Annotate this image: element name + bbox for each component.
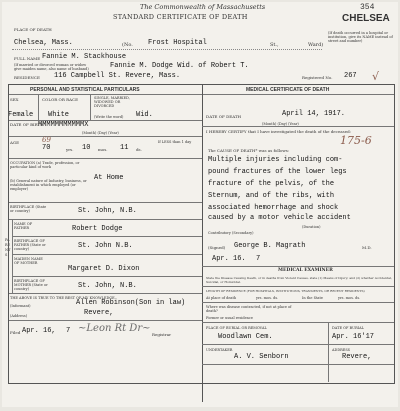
- age-years: 70: [42, 144, 51, 152]
- hospital-note: (If death occurred in a hospital or institution, give its NAME instead of street and number): [328, 31, 393, 43]
- full-name-value: Fannie M. Stackhouse: [42, 53, 127, 61]
- mother-birthplace-value: St. John, N.B.: [78, 282, 137, 290]
- birthplace-value: St. John, N.B.: [78, 207, 137, 215]
- signed-value: George B. Magrath: [234, 242, 306, 250]
- ward-label: Ward): [308, 42, 324, 48]
- burial-label: PLACE OF BURIAL OR REMOVAL: [206, 326, 267, 330]
- informant-address-label: (Address): [10, 314, 28, 318]
- date-of-death-value: April 14, 1917.: [282, 110, 346, 118]
- age-label: AGE: [10, 140, 20, 145]
- medical-section-title: MEDICAL CERTIFICATE OF DEATH: [246, 87, 330, 93]
- mother-label: MAIDEN NAME OF MOTHER: [14, 257, 43, 265]
- maiden-note-1: (If married or divorced woman or widow: [14, 63, 87, 67]
- father-birthplace-label: BIRTHPLACE OF FATHER (State or country): [14, 239, 46, 251]
- in-state-label: In the State: [302, 296, 323, 300]
- less-than-day-label: If LESS than 1 day: [158, 140, 192, 144]
- cause-line-1: Multiple injuries including com-: [208, 156, 343, 164]
- days-label: ds.: [136, 147, 142, 152]
- mother-birthplace-label: BIRTHPLACE OF MOTHER (State or country): [14, 279, 48, 291]
- occupation-label: OCCUPATION (a) Trade, profession, or particular kind of work: [10, 161, 80, 169]
- age-check-pencil: 69: [42, 136, 51, 144]
- mother-value: Margaret D. Dixon: [68, 265, 140, 273]
- birth-label: DATE OF BIRTH: [10, 122, 44, 127]
- duration-label: (Duration): [302, 225, 321, 229]
- cause-line-5: associated hemorrhage and shock: [208, 204, 339, 212]
- occupation-value: At Home: [94, 174, 124, 182]
- date-of-death-units: (Month) (Day) (Year): [262, 122, 299, 126]
- burial-date-value: Apr. 16'17: [332, 333, 375, 341]
- certificate-title: STANDARD CERTIFICATE OF DEATH: [113, 13, 248, 21]
- full-name-label: FULL NAME: [14, 56, 41, 61]
- examiner-note: State the Disease Causing Death, or in deaths from Violent Causes, state (1) Means of Injury; and (2) whether Accidental, Suicidal, or Homicidal.: [206, 276, 392, 284]
- registrar-label: Registrar: [152, 332, 172, 337]
- father-label: NAME OF FATHER: [14, 222, 33, 230]
- marital-value: Wid.: [136, 111, 153, 119]
- city-header: CHELSEA: [342, 13, 390, 24]
- cause-line-6: caused by a motor vehicle accident: [208, 214, 351, 222]
- registrar-signature: ~Leon Rt Dr~: [78, 323, 151, 334]
- registered-label: Registered No.: [302, 75, 333, 80]
- form-frame: [8, 84, 395, 384]
- signed-label: (Signed): [208, 245, 226, 250]
- marital-label: SINGLE, MARRIED, WIDOWED OR DIVORCED: [94, 96, 130, 108]
- undertaker-address-label: ADDRESS: [332, 348, 351, 352]
- commonwealth-title: The Commonwealth of Massachusetts: [140, 3, 266, 11]
- certify-statement: I HEREBY CERTIFY that I have investigated the death of the deceased:: [206, 129, 351, 134]
- birthplace-label: BIRTHPLACE (State or country): [10, 205, 47, 213]
- place-underline: [12, 49, 322, 50]
- color-label: COLOR OR RACE: [42, 97, 79, 102]
- street-label: St.,: [270, 42, 279, 48]
- former-residence-label: Former or usual residence: [206, 316, 253, 320]
- residence-length-note: LENGTH OF RESIDENCE (FOR HOSPITALS, INSTITUTIONS, TRANSIENTS, OR RECENT RESIDENTS): [206, 289, 365, 293]
- sex-label: SEX: [10, 97, 19, 102]
- birth-value: MMMMMMMMMMMX: [38, 121, 89, 129]
- hospital-name: Frost Hospital: [148, 39, 207, 47]
- marital-sub: (Write the word): [94, 115, 124, 119]
- cause-label: The CAUSE OF DEATH* was as follows:: [208, 148, 290, 153]
- informant-label: (Informant): [10, 304, 31, 308]
- sex-value: Female: [8, 111, 34, 119]
- cause-line-3: fracture of the pelvis, of the: [208, 180, 335, 188]
- date-of-death-label: DATE OF DEATH: [206, 114, 242, 119]
- parents-side-label: PARENTS: [5, 238, 11, 257]
- certificate-number: 354: [360, 3, 375, 12]
- age-days: 11: [120, 144, 129, 152]
- examiner-title: MEDICAL EXAMINER: [278, 268, 333, 273]
- cause-line-2: pound fractures of the lower legs: [208, 168, 347, 176]
- months-label: mos.: [98, 147, 108, 152]
- at-place-units: yrs. mos. ds.: [256, 296, 279, 300]
- contributory-label: Contributory (Secondary): [208, 231, 254, 235]
- death-certificate: [2, 2, 398, 407]
- undertaker-value: A. V. Senborn: [234, 353, 289, 361]
- md-label: M.D.: [362, 245, 372, 250]
- place-no-label: (No.: [122, 42, 133, 48]
- color-value: White: [48, 111, 70, 119]
- personal-section-title: PERSONAL AND STATISTICAL PARTICULARS: [30, 87, 140, 93]
- place-of-death-label: PLACE OF DEATH: [14, 27, 52, 32]
- in-state-units: yrs. mos. ds.: [338, 296, 361, 300]
- informant-value: Allen Robinson(Son in law): [76, 299, 186, 307]
- residence-label: RESIDENCE: [14, 75, 40, 80]
- signed-date: Apr. 16.: [212, 255, 246, 263]
- place-of-death-value: Chelsea, Mass.: [14, 39, 73, 47]
- years-label: yrs.: [66, 147, 74, 152]
- registered-number: 267: [344, 72, 357, 80]
- signed-year: 7: [256, 255, 261, 263]
- filed-label: Filed: [10, 330, 21, 335]
- at-place-label: At place of death: [206, 296, 237, 300]
- filed-date: Apr. 16,: [22, 327, 56, 335]
- filed-year: 7: [66, 327, 71, 335]
- undertaker-label: UNDERTAKER: [206, 348, 233, 352]
- residence-value: 116 Campbell St. Revere, Mass.: [54, 72, 181, 80]
- occupation-industry-label: (b) General nature of Industry, business, or establishment in which employed (or employer): [10, 179, 87, 191]
- undertaker-address-value: Revere,: [342, 353, 372, 361]
- maiden-note-2: give maiden name, also name of husband): [14, 67, 89, 71]
- birth-units: (Month) (Day) (Year): [82, 131, 119, 135]
- informant-address-value: Revere,: [84, 309, 114, 317]
- father-birthplace-value: St. John N.B.: [78, 242, 133, 250]
- pencil-checkmark: √: [372, 70, 380, 83]
- age-months: 10: [82, 144, 91, 152]
- burial-place-value: Woodlawn Cem.: [218, 333, 273, 341]
- father-value: Robert Dodge: [72, 225, 123, 233]
- husband-name-value: Fannie M. Dodge Wid. of Robert T.: [110, 62, 249, 70]
- informant-statement: THE ABOVE IS TRUE TO THE BEST OF MY KNOWLEDGE: [10, 296, 115, 300]
- where-contracted-label: Where was disease contracted, if not at place of death?: [206, 305, 292, 313]
- cause-line-4: Sternum, and of the ribs, with: [208, 192, 335, 200]
- burial-date-label: DATE OF BURIAL: [332, 326, 364, 330]
- file-mark-pencil: 175-6: [340, 134, 372, 147]
